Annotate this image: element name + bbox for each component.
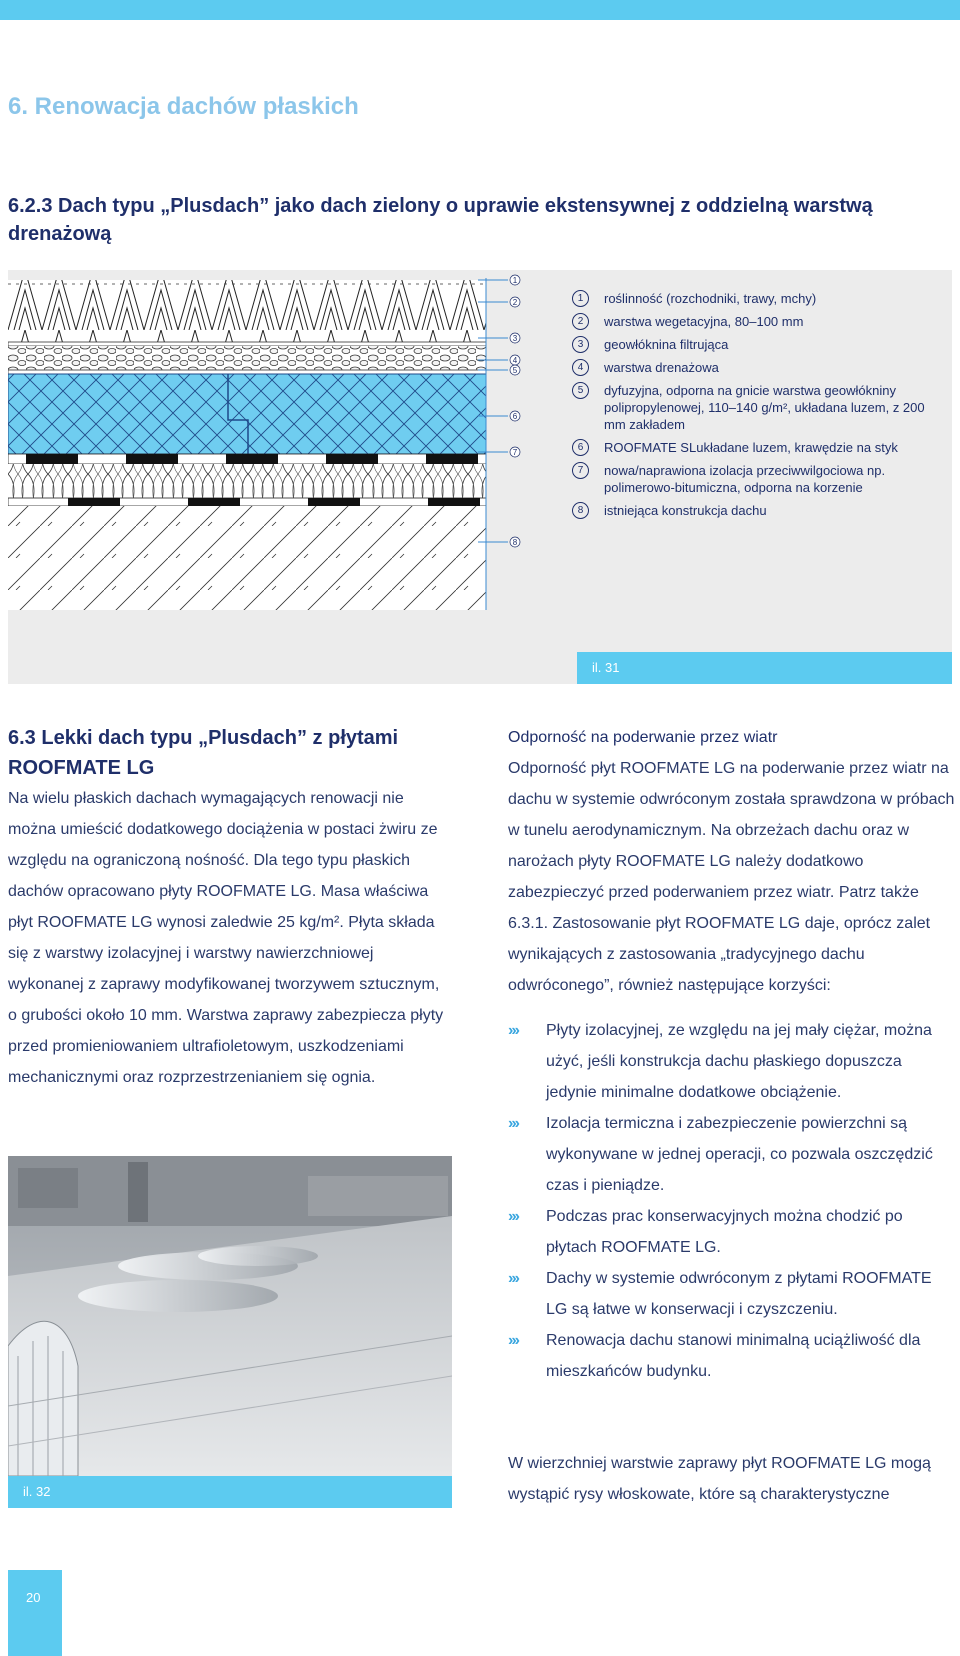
bullet-text: Płyty izolacyjnej, ze względu na jej mały ciężar, można użyć, jeśli konstrukcja dachu płaskiego dopuszcza jedynie minimalne dodatkowe obciążenie.	[546, 1022, 932, 1101]
legend-number: 1	[572, 290, 589, 307]
diagram-number-3: 3	[512, 334, 518, 343]
right-subheading: Odporność na poderwanie przez wiatr	[508, 729, 778, 746]
top-accent-bar	[0, 0, 960, 20]
diagram-number-2: 2	[512, 298, 518, 307]
bullet-text: Izolacja termiczna i zabezpieczenie powierzchni są wykonywane w jednej operacji, co pozwala oszczędzić czas i pieniądze.	[546, 1115, 933, 1194]
roof-photo-illustration	[8, 1156, 452, 1476]
chevron-bullet-icon: ›››	[508, 1332, 518, 1349]
list-item	[508, 1325, 956, 1387]
legend-number: 7	[572, 462, 589, 479]
legend-text: roślinność (rozchodniki, trawy, mchy)	[604, 291, 817, 306]
legend-text: nowa/naprawiona izolacja przeciwwilgociowa np. polimerowo-bitumiczna, odporna na korzenie	[604, 463, 886, 495]
legend-text: dyfuzyjna, odporna na gnicie warstwa geowłókniny polipropylenowej, 110–140 g/m², układana luzem, z 200 mm zakładem	[604, 383, 925, 432]
legend-text: ROOFMATE SLukładane luzem, krawędzie na styk	[604, 440, 898, 455]
bullet-text: Dachy w systemie odwróconym z płytami ROOFMATE LG są łatwe w konserwacji i czyszczeniu.	[546, 1270, 932, 1318]
right-paragraph: Odporność płyt ROOFMATE LG na poderwanie przez wiatr na dachu w systemie odwróconym została sprawdzona w próbach w tunelu aerodynamicznym. Na obrzeżach dachu oraz w narożach płyty ROOFMATE LG należy dodatkowo zabezpieczyć przed poderwaniem przez wiatr. Patrz także 6.3.1. Zastosowanie płyt ROOFMATE LG daje, oprócz zalet wynikających z zastosowania „tradycyjnego dachu odwróconego”, również następujące korzyści:	[508, 760, 955, 994]
diagram-number-7: 7	[512, 448, 518, 457]
bullet-text: Renowacja dachu stanowi minimalną uciążliwość dla mieszkańców budynku.	[546, 1332, 921, 1380]
legend-number: 5	[572, 382, 589, 399]
left-column	[8, 723, 448, 1093]
chapter-title: 6. Renowacja dachów płaskich	[8, 93, 359, 120]
diagram-number-4: 4	[512, 356, 518, 365]
roof-photo	[8, 1156, 452, 1476]
bullet-text: Podczas prac konserwacyjnych można chodzić po płytach ROOFMATE LG.	[546, 1208, 903, 1256]
page-number: 20	[26, 1590, 41, 1605]
diagram-number-1: 1	[512, 276, 518, 285]
list-item	[508, 1201, 956, 1263]
closing-paragraph: W wierzchniej warstwie zaprawy płyt ROOFMATE LG mogą wystąpić rysy włoskowate, które są charakterystyczne	[508, 1455, 931, 1503]
figure-32-caption: il. 32	[23, 1484, 51, 1499]
legend-text: istniejąca konstrukcja dachu	[604, 503, 767, 518]
list-item	[508, 1015, 956, 1108]
section-title: 6.2.3 Dach typu „Plusdach” jako dach zielony o uprawie ekstensywnej z oddzielną warstwą drenażową	[8, 195, 873, 245]
diagram-number-8: 8	[512, 538, 518, 547]
legend-number: 6	[572, 439, 589, 456]
legend-number: 2	[572, 313, 589, 330]
legend-item	[572, 382, 932, 433]
legend-number: 4	[572, 359, 589, 376]
legend-item	[572, 336, 932, 353]
figure-legend	[572, 290, 932, 519]
chevron-bullet-icon: ›››	[508, 1208, 518, 1225]
legend-item	[572, 290, 932, 307]
list-item	[508, 1108, 956, 1201]
legend-item	[572, 462, 932, 496]
chevron-bullet-icon: ›››	[508, 1022, 518, 1039]
diagram-number-5: 5	[512, 366, 518, 375]
page-number-box	[8, 1570, 62, 1656]
legend-item	[572, 359, 932, 376]
figure-31-caption: il. 31	[592, 660, 620, 675]
left-paragraph: Na wielu płaskich dachach wymagających renowacji nie można umieścić dodatkowego dociążenia w postaci żwiru ze względu na ograniczoną nośność. Dla tego typu płaskich dachów opracowano płyty ROOFMATE LG. Masa właściwa płyt ROOFMATE LG wynosi zaledwie 25 kg/m². Płyta składa się z warstwy izolacyjnej i warstwy nawierzchniowej wykonanej z zaprawy modyfikowanej tworzywem sztucznym, o grubości około 10 mm. Warstwa zaprawy zabezpiecza płyty przed promieniowaniem ultrafioletowym, uszkodzeniami mechanicznymi oraz rozprzestrzenianiem się ognia.	[8, 790, 444, 1086]
legend-text: warstwa wegetacyjna, 80–100 mm	[604, 314, 804, 329]
right-column	[508, 723, 956, 1387]
list-item	[508, 1263, 956, 1325]
legend-text: geowłóknina filtrująca	[604, 337, 729, 352]
legend-number: 8	[572, 502, 589, 519]
diagram-number-6: 6	[512, 412, 518, 421]
legend-item	[572, 502, 932, 519]
legend-number: 3	[572, 336, 589, 353]
subsection-heading: 6.3 Lekki dach typu „Plusdach” z płytami ROOFMATE LG	[8, 727, 399, 779]
chevron-bullet-icon: ›››	[508, 1115, 518, 1132]
chevron-bullet-icon: ›››	[508, 1270, 518, 1287]
legend-item	[572, 439, 932, 456]
legend-text: warstwa drenażowa	[604, 360, 719, 375]
figure-31-caption-bar	[577, 652, 952, 684]
figure-32-caption-bar	[8, 1476, 452, 1508]
benefits-list	[508, 1015, 956, 1387]
closing-paragraph-block	[508, 1448, 956, 1510]
legend-item	[572, 313, 932, 330]
